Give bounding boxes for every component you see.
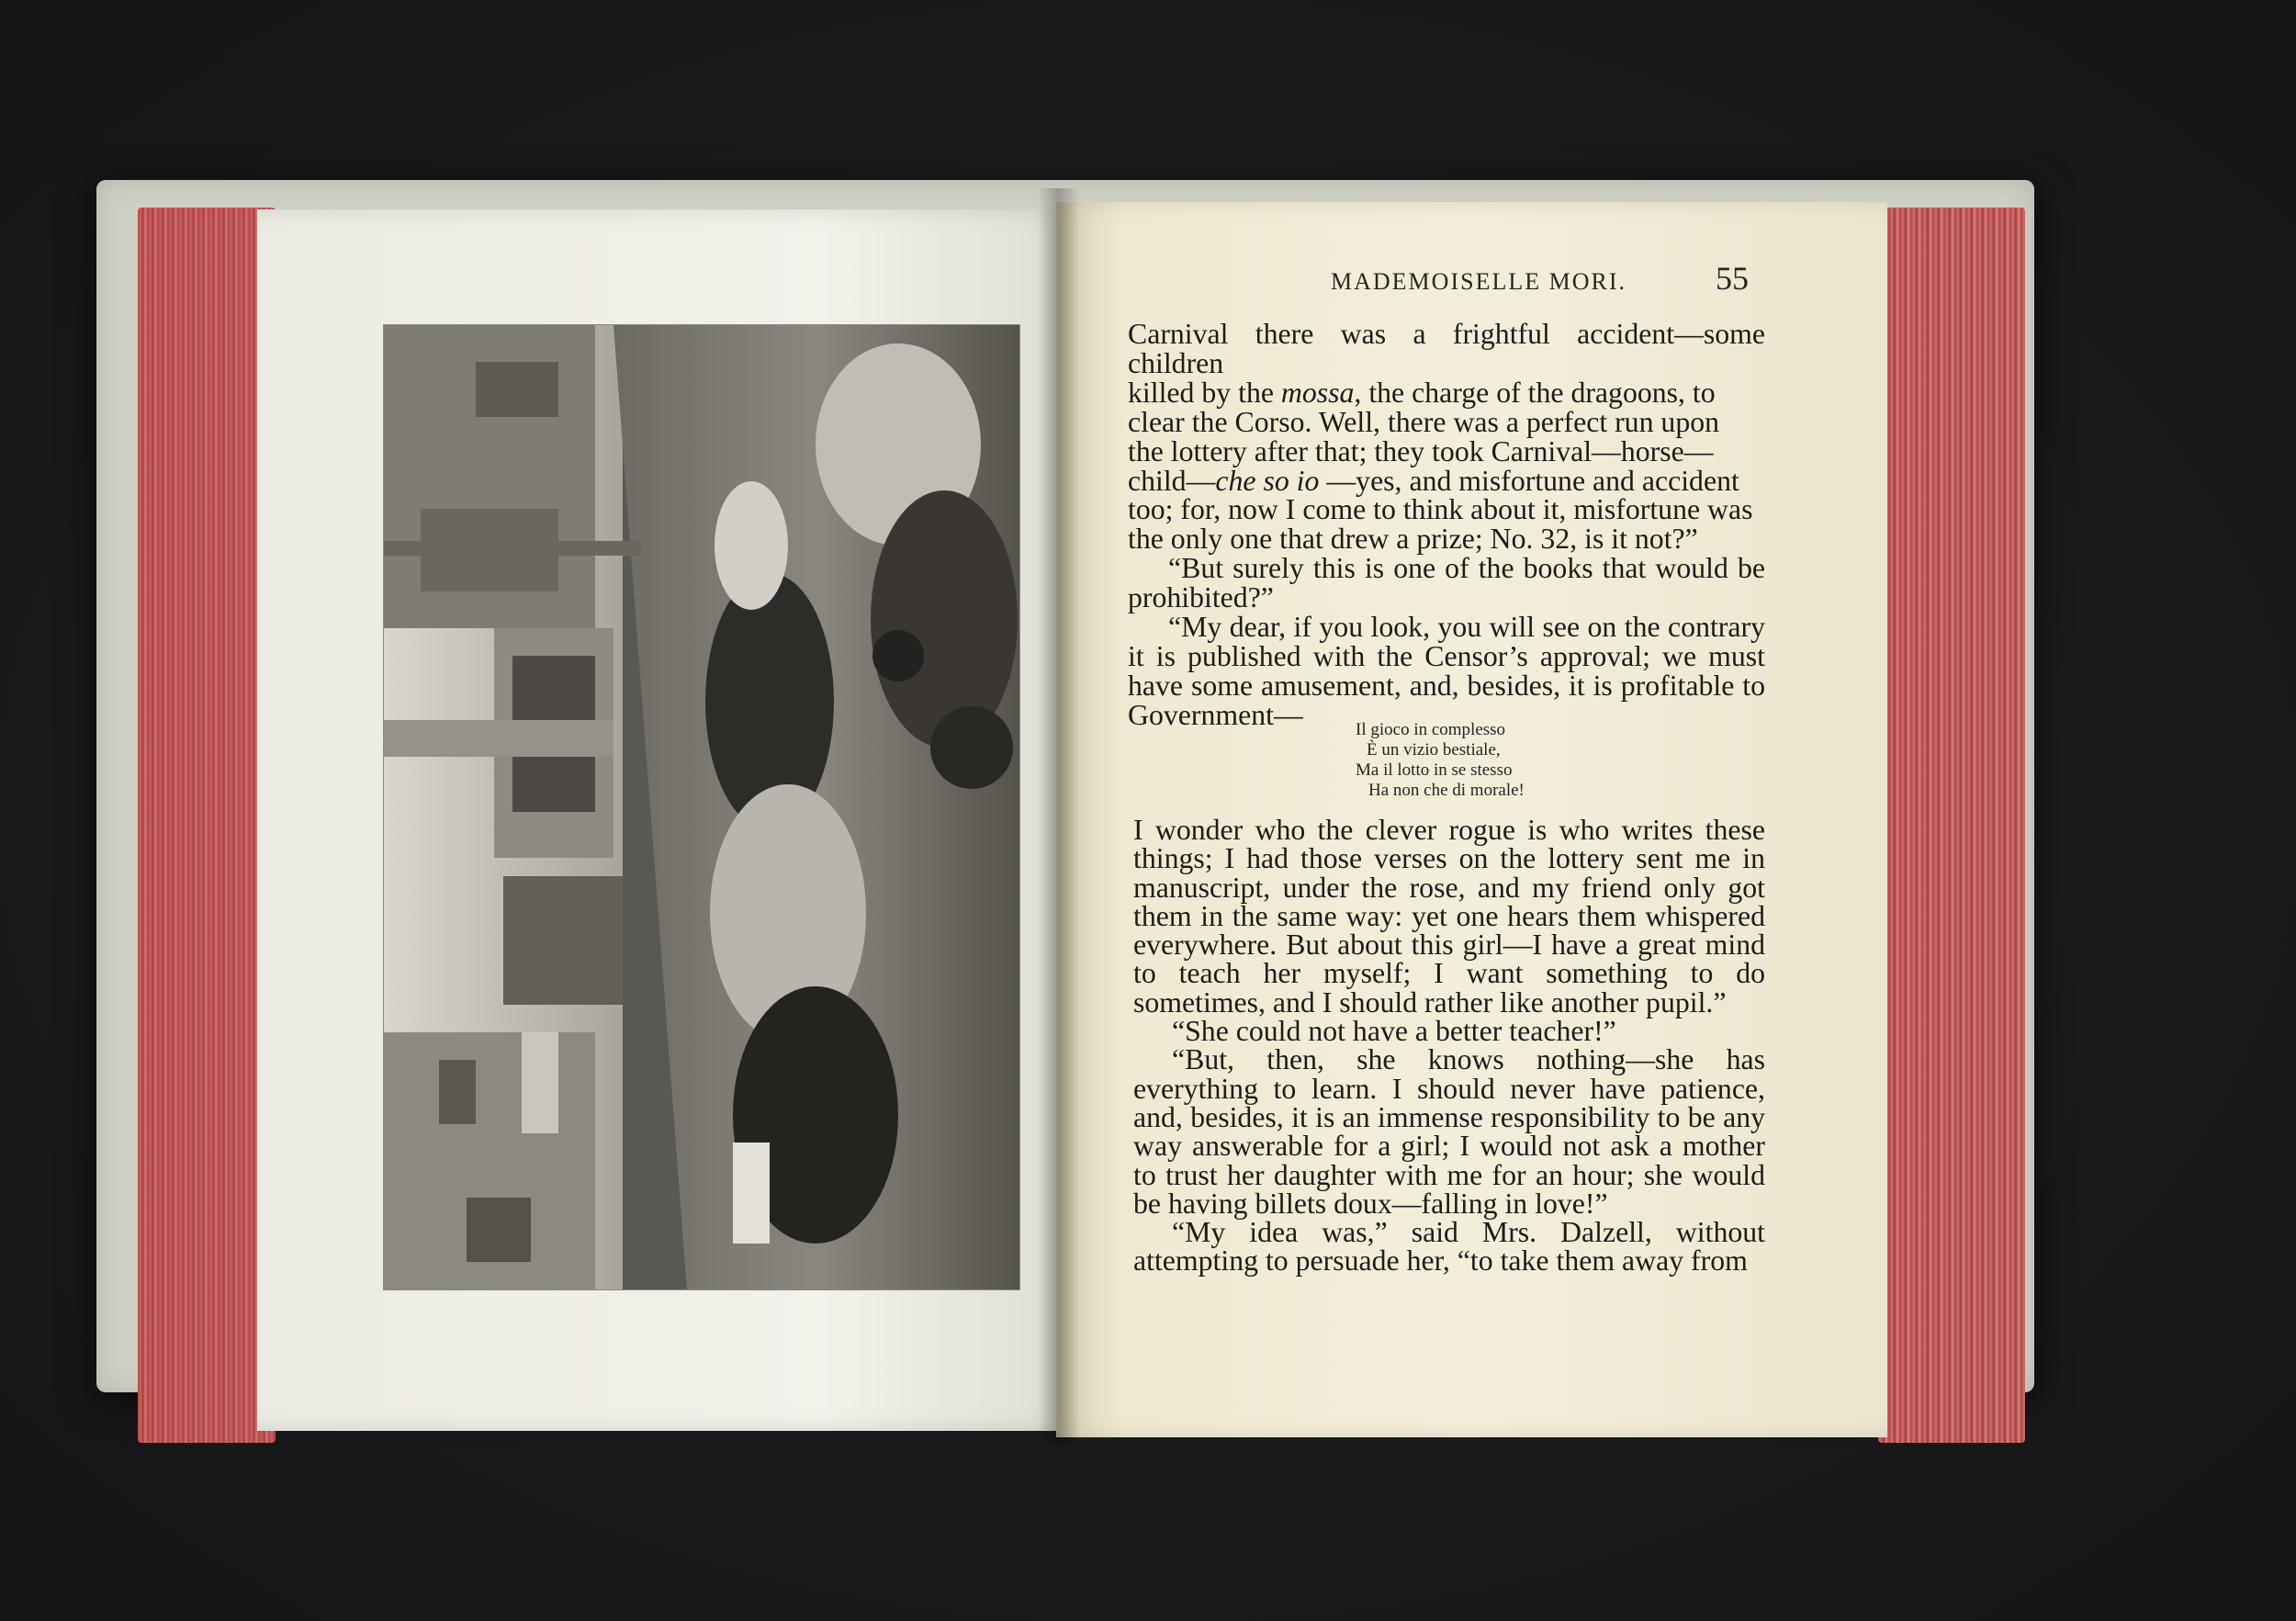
italian-verse	[1356, 720, 1525, 801]
text-line: the only one that drew a prize; No. 32, is it not?”	[1128, 523, 1698, 556]
paragraph: “But surely this is one of the books that would be prohibited?”	[1128, 552, 1765, 614]
left-page-edges	[138, 208, 276, 1443]
body-text-top	[1128, 320, 1765, 730]
right-page-edges	[1878, 208, 2025, 1443]
carnival-horse-race-engraving	[384, 325, 1019, 1289]
text-line: the lottery after that; they took Carnival—horse—	[1128, 434, 1714, 467]
verse-line: Ha non che di morale!	[1368, 781, 1525, 800]
illustration-plate	[384, 325, 1019, 1289]
text-line: Carnival there was a frightful accident—some children	[1128, 318, 1765, 379]
verse-line: È un vizio bestiale,	[1367, 740, 1501, 760]
book-gutter	[1038, 188, 1079, 1447]
paragraph: “My idea was,” said Mrs. Dalzell, without attempting to persuade her, “to take them away from	[1133, 1216, 1765, 1278]
verse-line: Ma il lotto in se stesso	[1356, 760, 1513, 780]
page-number: 55	[1716, 260, 1749, 297]
text-line: killed by the mossa, the charge of the dragoons, to	[1128, 376, 1716, 409]
paragraph: “She could not have a better teacher!”	[1172, 1015, 1616, 1048]
paragraph: I wonder who the clever rogue is who writes these things; I had those verses on the lottery sent me in manuscript, under the rose, and my friend only got them in the same way: yet one hears them whispered everywhere. But about this girl—I have a great mind to teach her myself; I want something to do sometimes, and I should rather like another pupil.”	[1133, 814, 1765, 1019]
verse-line: Il gioco in complesso	[1356, 720, 1506, 739]
text-line: clear the Corso. Well, there was a perfect run upon	[1128, 405, 1720, 438]
text-line: child—che so io —yes, and misfortune and accident	[1128, 464, 1739, 497]
text-line: too; for, now I come to think about it, misfortune was	[1128, 493, 1753, 526]
paragraph: “My dear, if you look, you will see on the contrary it is published with the Censor’s approval; we must have some amusement, and, besides, it is profitable to Government—	[1128, 611, 1765, 731]
body-text-bottom	[1133, 816, 1765, 1276]
running-head: MADEMOISELLE MORI.	[1331, 268, 1626, 295]
paragraph: “But, then, she knows nothing—she has everything to learn. I should never have patience, and, besides, it is an immense responsibility to be any way answerable for a girl; I would not ask a mother to trust her daughter with me for an hour; she would be having billets doux—falling in love!”	[1133, 1043, 1765, 1220]
